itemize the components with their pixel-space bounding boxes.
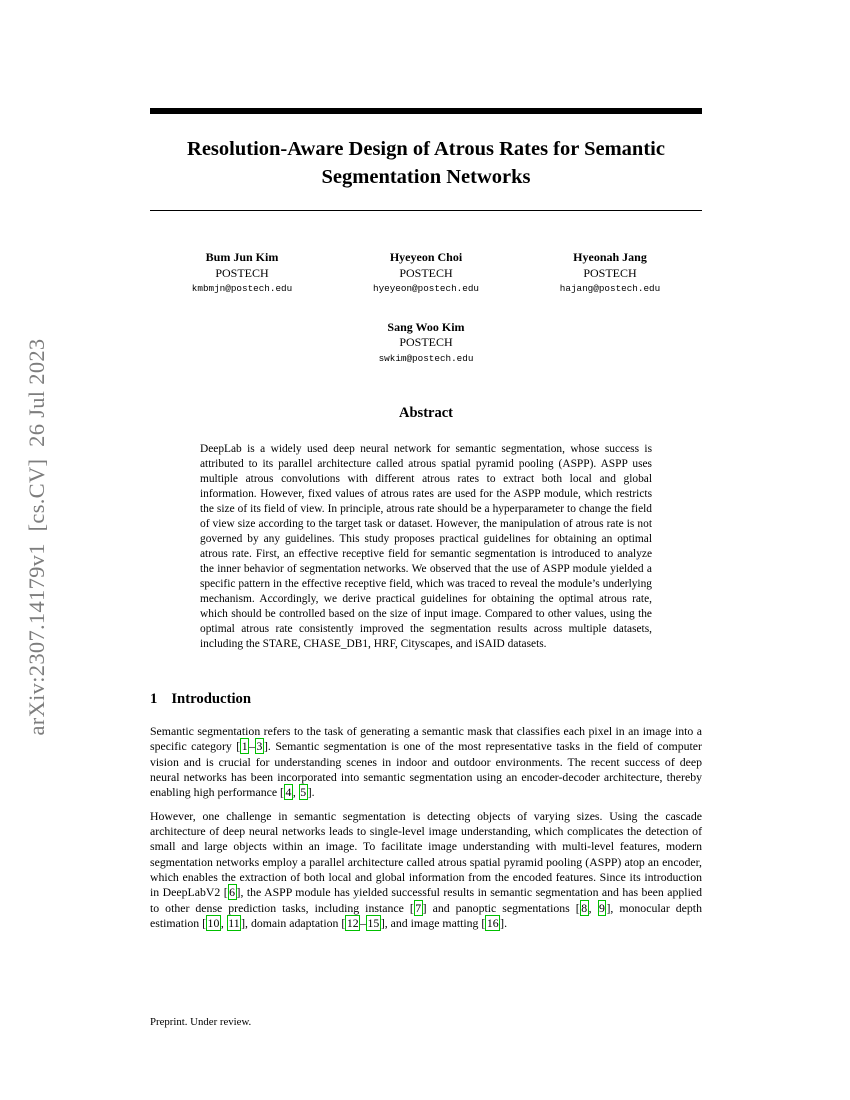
author-affiliation: POSTECH [399, 265, 453, 280]
paper-title: Resolution-Aware Design of Atrous Rates for Semantic Segmentation Networks [187, 138, 665, 188]
abstract-text: DeepLab is a widely used deep neural network for semantic segmentation, whose success is attributed to its parallel architecture called atrous spatial pyramid pooling (ASPP). ASPP uses multiple atrous convolutions with different atrous rates to extract both local and global information. However, fixed values of atrous rates are used for the ASPP module, which restricts the size of its field of view. In principle, atrous rate should be a hyperparameter to change the field of view size according to the target task or dataset. However, the manipulation of atrous rate is not governed by any guidelines. This study proposes practical guidelines for obtaining an optimal atrous rate. First, an effective receptive field for semantic segmentation is introduced to analyze the inner behavior of segmentation networks. We observed that the use of ASPP module yielded a specific pattern in the effective receptive field, which was traced to reveal the module’s underlying mechanism. Accordingly, we derive practical guidelines for obtaining the optimal atrous rate, which should be controlled based on the size of input image. Compared to other values, using the optimal atrous rate consistently improved the segmentation results across multiple datasets, including the STARE, CHASE_DB1, HRF, Cityscapes, and iSAID datasets. [200, 443, 652, 650]
authors-row-2 [150, 320, 702, 367]
author-name: Hyeonah Jang [573, 250, 647, 264]
author-email: kmbmjn@postech.edu [191, 283, 293, 294]
author-affiliation: POSTECH [583, 265, 637, 280]
author-email: swkim@postech.edu [378, 352, 474, 364]
citation-link[interactable]: [ 16 ] [481, 916, 505, 931]
section-1-heading [150, 690, 702, 708]
paper-content [150, 0, 702, 931]
intro-paragraph-2: However, one challenge in semantic segmentation is detecting objects of varying sizes. Using the cascade architecture of deep neural networks leads to single-level image understanding, which complicates the detection of small and large objects within an image. To facilitate image understanding with multi-level features, modern segmentation networks employ a parallel architecture called atrous spatial pyramid pooling (ASPP) atop an encoder, which enables the extraction of both local and global information from the encoded features. Since its introduction in DeepLabV2 [ 6 ], the ASPP module has yielded successful results in semantic segmentation and has been applied to other dense prediction tasks, including instance [ 7 ] and panoptic segmentations [ 8 , 9 ], monocular depth estimation [ 10 , 11 ], domain adaptation [ 12 – 15 ], and image matting [ 16 ]. [150, 808, 702, 931]
citation-link[interactable]: [ 4 , 5 ] [280, 785, 312, 800]
citation-number[interactable]: 4 [285, 785, 292, 800]
footer-note: Preprint. Under review. [150, 1016, 252, 1028]
citation-number[interactable]: 9 [599, 900, 605, 915]
title-top-rule [150, 108, 702, 114]
section-title: Introduction [171, 691, 252, 707]
citation-number[interactable]: 1 [241, 739, 248, 754]
abstract-heading: Abstract [399, 405, 453, 421]
citation-number[interactable]: 16 [486, 916, 499, 931]
citation-number[interactable]: 15 [367, 916, 380, 931]
citation-number[interactable]: 12 [346, 916, 359, 931]
citation-number[interactable]: 11 [228, 916, 240, 931]
citation-link[interactable]: [ 7 ] [409, 900, 427, 915]
author-email: hyeyeon@postech.edu [372, 283, 479, 294]
intro-paragraph-1: Semantic segmentation refers to the task of generating a semantic mask that classifies each pixel in an image into a specific category [ 1 – 3 ]. Semantic segmentation is one of the most representative tasks in the field of computer vision and is crucial for understanding scenes in indoor and outdoor environments. The recent success of deep neural networks has been incorporated into semantic segmentation using an encoder-decoder architecture, thereby enabling high performance [ 4 , 5 ]. [150, 724, 702, 800]
citation-number[interactable]: 5 [300, 785, 307, 800]
author-block [334, 250, 518, 297]
section-number: 1 [150, 691, 158, 707]
author-name: Hyeyeon Choi [389, 250, 463, 264]
citation-link[interactable]: [ 1 – 3 ] [236, 739, 268, 754]
author-block [331, 320, 521, 367]
citation-number[interactable]: 10 [207, 916, 220, 931]
author-email: hajang@postech.edu [559, 283, 661, 294]
citation-number[interactable]: 7 [415, 900, 422, 915]
citation-link[interactable]: [ 10 , 11 ] [202, 916, 246, 931]
authors-row-1 [150, 250, 702, 297]
citation-link[interactable]: [ 8 , 9 ] [575, 900, 611, 915]
author-affiliation: POSTECH [215, 265, 269, 280]
author-block [150, 250, 334, 297]
author-name: Bum Jun Kim [205, 250, 279, 264]
citation-number[interactable]: 3 [256, 739, 263, 754]
citation-link[interactable]: [ 6 ] [223, 885, 241, 900]
citation-number[interactable]: 6 [229, 885, 236, 900]
author-name: Sang Woo Kim [387, 319, 465, 334]
author-affiliation: POSTECH [399, 335, 453, 349]
arxiv-watermark: arXiv:2307.14179v1 [cs.CV] 26 Jul 2023 [24, 338, 49, 736]
title-bottom-rule [150, 210, 702, 211]
citation-link[interactable]: [ 12 – 15 ] [341, 916, 385, 931]
citation-number[interactable]: 8 [581, 900, 588, 915]
author-block [518, 250, 702, 297]
